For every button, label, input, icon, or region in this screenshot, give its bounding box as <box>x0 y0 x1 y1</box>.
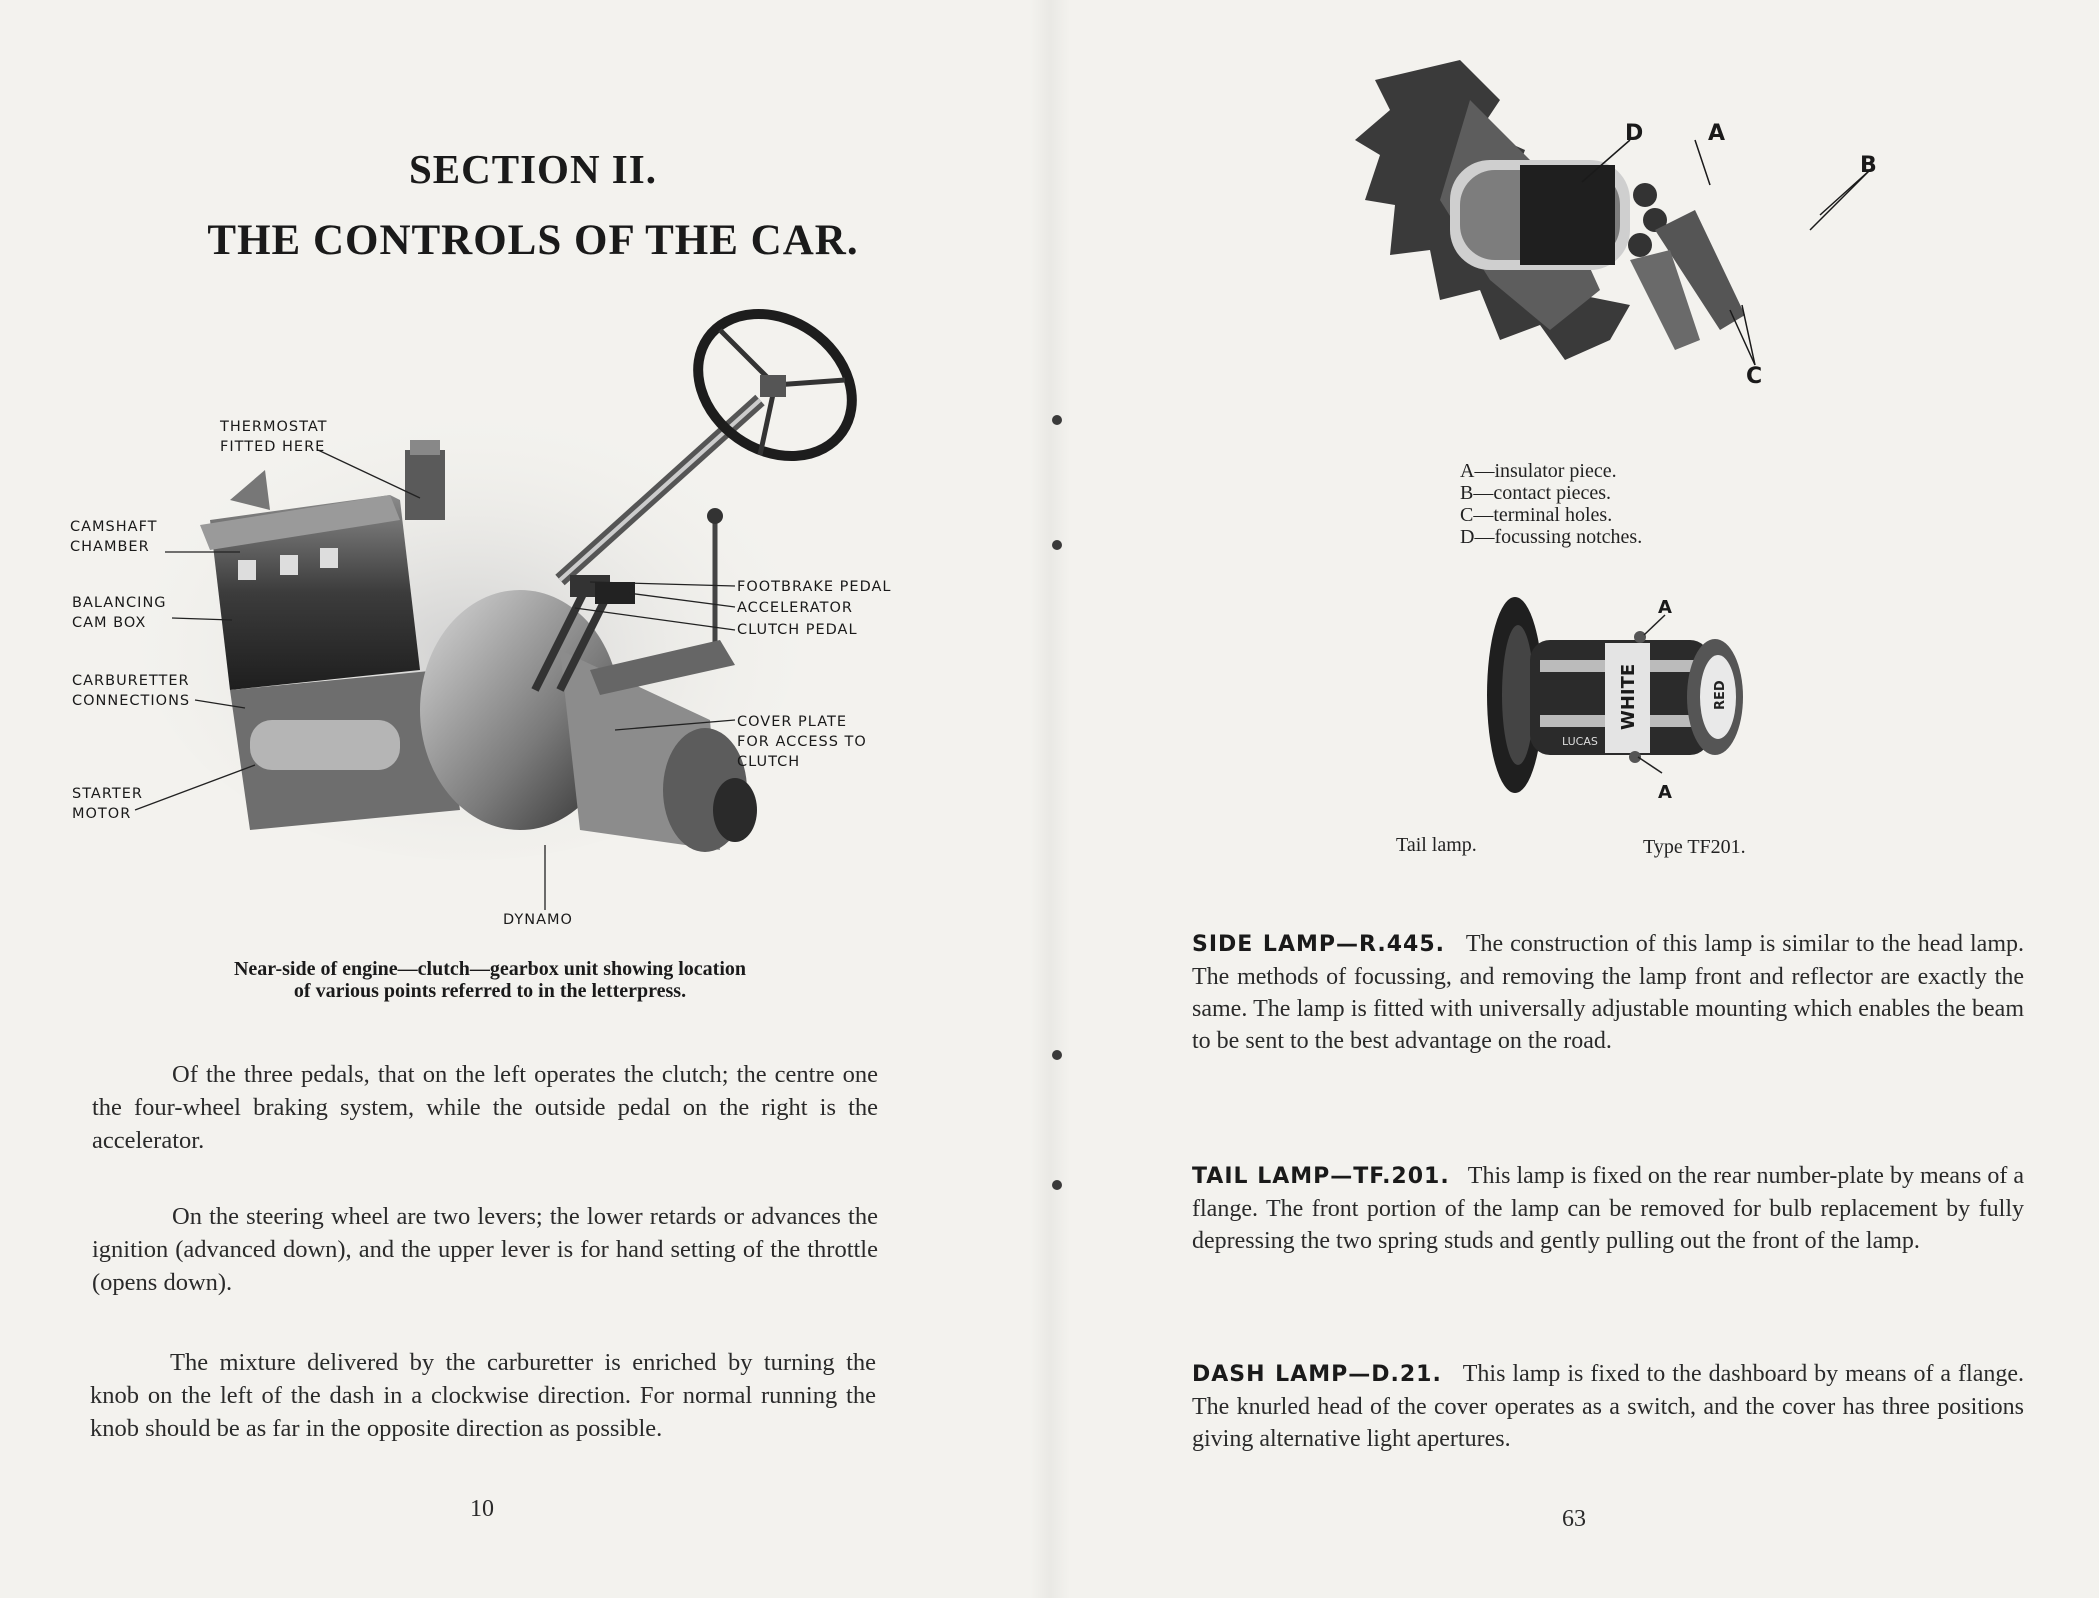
tail-lamp-red-marking: RED <box>1713 680 1728 710</box>
legend-item: B—contact pieces. <box>1460 482 1612 504</box>
dash-lamp-heading: DASH LAMP—D.21. <box>1192 1362 1442 1387</box>
right-page <box>1050 0 2099 1598</box>
legend-item: C—terminal holes. <box>1460 504 1613 526</box>
dash-lamp-section <box>1192 1358 2024 1455</box>
section-number: SECTION II. <box>409 146 657 192</box>
label-clutch-pedal: CLUTCH PEDAL <box>737 622 858 638</box>
letter-c: C <box>1746 364 1763 389</box>
figure-legend <box>1460 460 1642 548</box>
tail-lamp-letter-a-bottom: A <box>1658 782 1672 803</box>
label-balancing-cam-box: BALANCING CAM BOX <box>72 595 167 631</box>
figure-caption: Near-side of engine—clutch—gearbox unit showing location of various points referred to in the letterpress. <box>233 958 747 1002</box>
letter-b: B <box>1860 153 1877 178</box>
tail-lamp-text: This lamp is fixed on the rear number-plate by means of a flange. The front portion of the lamp can be removed for bulb replacement by fully depressing the two spring studs and gently pulling out the front of the lamp. <box>1192 1163 2024 1254</box>
tail-lamp-heading: TAIL LAMP—TF.201. <box>1192 1164 1450 1189</box>
tail-lamp-lucas-marking: LUCAS <box>1562 735 1598 748</box>
tail-lamp-illustration <box>1440 585 1780 815</box>
dash-lamp-text: This lamp is fixed to the dashboard by means of a flange. The knurled head of the cover operates as a switch, and the cover has three positions giving alternative light apertures. <box>1192 1361 2025 1452</box>
tail-lamp-type: Type TF201. <box>1643 836 1746 858</box>
letter-d: D <box>1625 121 1644 146</box>
paragraph-levers: On the steering wheel are two levers; the lower retards or advances the ignition (advanced down), and the upper lever is for hand setting of the throttle (opens down). <box>92 1203 878 1296</box>
label-thermostat: THERMOSTAT FITTED HERE <box>220 419 328 455</box>
label-footbrake-pedal: FOOTBRAKE PEDAL <box>737 579 892 595</box>
side-lamp-heading: SIDE LAMP—R.445. <box>1192 932 1445 957</box>
legend-item: D—focussing notches. <box>1460 526 1643 548</box>
label-carburetter-connections: CARBURETTER CONNECTIONS <box>72 673 191 709</box>
letter-a: A <box>1708 121 1726 146</box>
page-number-right: 63 <box>1562 1506 1586 1532</box>
label-dynamo: DYNAMO <box>503 912 573 928</box>
side-lamp-text: The construction of this lamp is similar to the head lamp. The methods of focussing, and removing the lamp front and reflector are exactly the same. The lamp is fitted with universally adjustable mounting which enables the beam to be sent to the best advantage on the road. <box>1192 931 2025 1054</box>
paragraph-mixture: The mixture delivered by the carburetter is enriched by turning the knob on the left of the dash in a clockwise direction. For normal running the knob should be as far in the opposite direction as possible. <box>90 1349 876 1442</box>
tail-lamp-letter-a-top: A <box>1658 597 1672 618</box>
label-cover-plate: COVER PLATE FOR ACCESS TO CLUTCH <box>737 714 867 770</box>
legend-item: A—insulator piece. <box>1460 460 1617 482</box>
label-starter-motor: STARTER MOTOR <box>72 786 143 822</box>
tail-lamp-section <box>1192 1160 2024 1257</box>
page-number-left: 10 <box>470 1496 494 1522</box>
tail-lamp-caption: Tail lamp. <box>1396 834 1477 856</box>
label-camshaft-chamber: CAMSHAFT CHAMBER <box>70 519 158 555</box>
lamp-holder-illustration <box>1350 40 1950 460</box>
tail-lamp-white-marking: WHITE <box>1618 663 1639 730</box>
section-title: THE CONTROLS OF THE CAR. <box>207 217 859 264</box>
paragraph-pedals: Of the three pedals, that on the left operates the clutch; the centre one the four-wheel braking system, while the outside pedal on the right is the accelerator. <box>92 1061 878 1154</box>
side-lamp-section <box>1192 928 2024 1057</box>
label-accelerator: ACCELERATOR <box>737 600 853 616</box>
